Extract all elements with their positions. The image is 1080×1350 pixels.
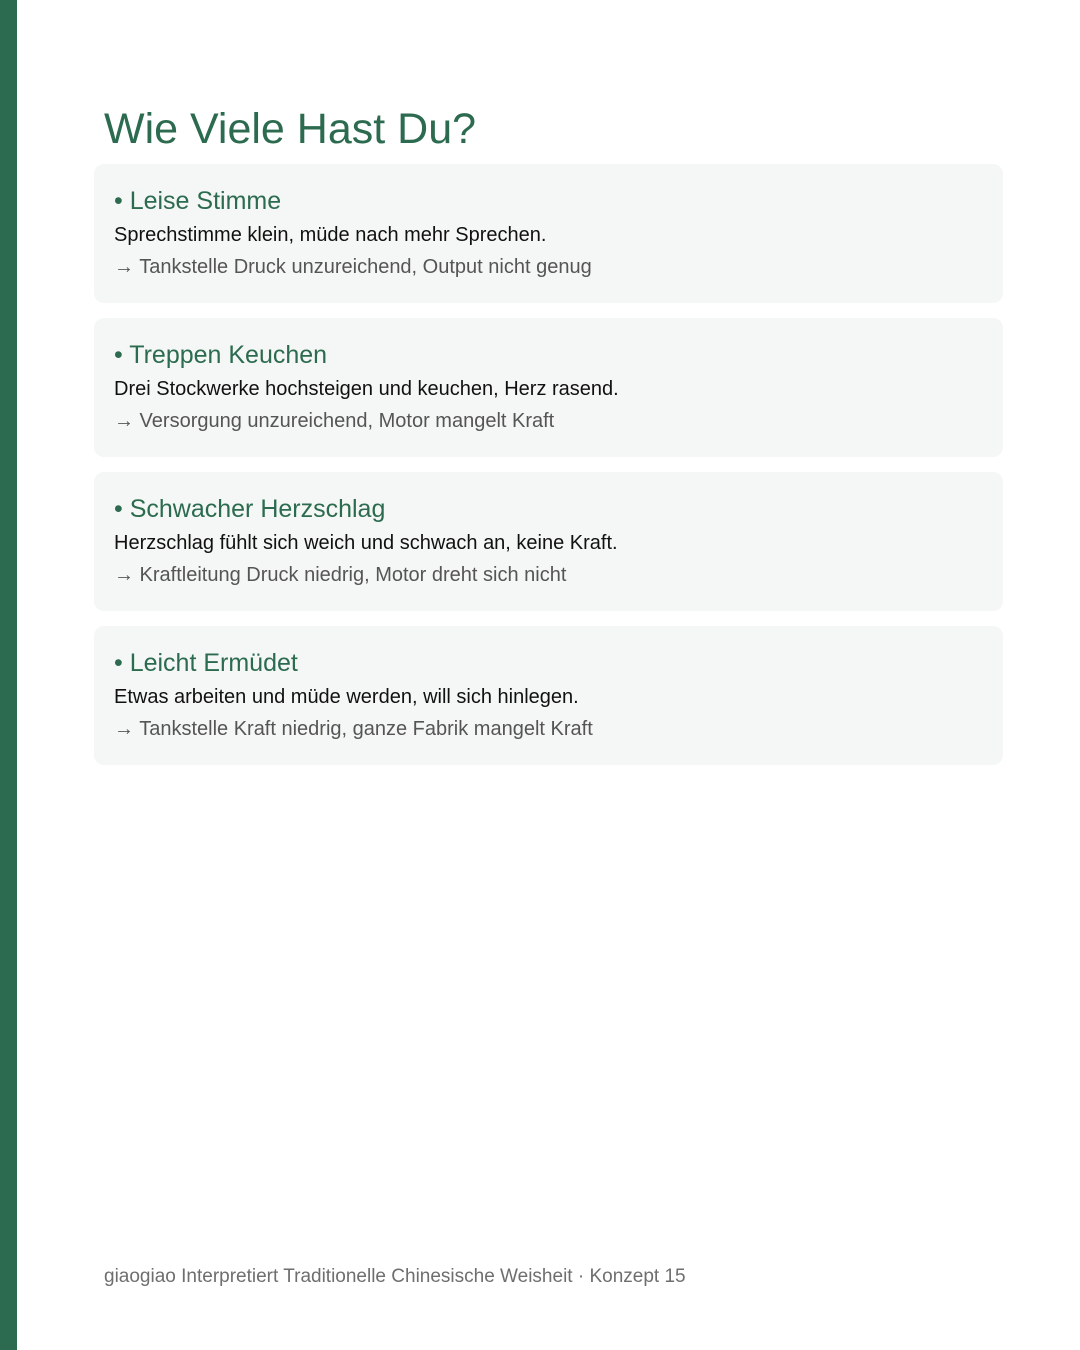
symptom-card <box>94 626 1003 765</box>
card-description: Etwas arbeiten und müde werden, will sich hinlegen. <box>114 686 579 708</box>
card-note: → Versorgung unzureichend, Motor mangelt Kraft <box>114 410 555 432</box>
symptom-card <box>94 318 1003 457</box>
card-note: → Tankstelle Kraft niedrig, ganze Fabrik mangelt Kraft <box>114 718 593 740</box>
card-note: → Kraftleitung Druck niedrig, Motor dreht sich nicht <box>114 564 567 586</box>
card-heading: • Treppen Keuchen <box>114 341 328 369</box>
card-description: Herzschlag fühlt sich weich und schwach an, keine Kraft. <box>114 532 618 554</box>
symptom-card <box>94 164 1003 303</box>
card-heading: • Leise Stimme <box>114 187 282 215</box>
page-title: Wie Viele Hast Du? <box>104 105 477 153</box>
accent-side-bar <box>0 0 17 1350</box>
card-description: Sprechstimme klein, müde nach mehr Sprechen. <box>114 224 547 246</box>
symptom-card <box>94 472 1003 611</box>
card-heading: • Leicht Ermüdet <box>114 649 298 677</box>
card-note: → Tankstelle Druck unzureichend, Output nicht genug <box>114 256 592 278</box>
card-description: Drei Stockwerke hochsteigen und keuchen, Herz rasend. <box>114 378 619 400</box>
card-heading: • Schwacher Herzschlag <box>114 495 386 523</box>
page-footer: giaogiao Interpretiert Traditionelle Chinesische Weisheit · Konzept 15 <box>104 1266 686 1287</box>
